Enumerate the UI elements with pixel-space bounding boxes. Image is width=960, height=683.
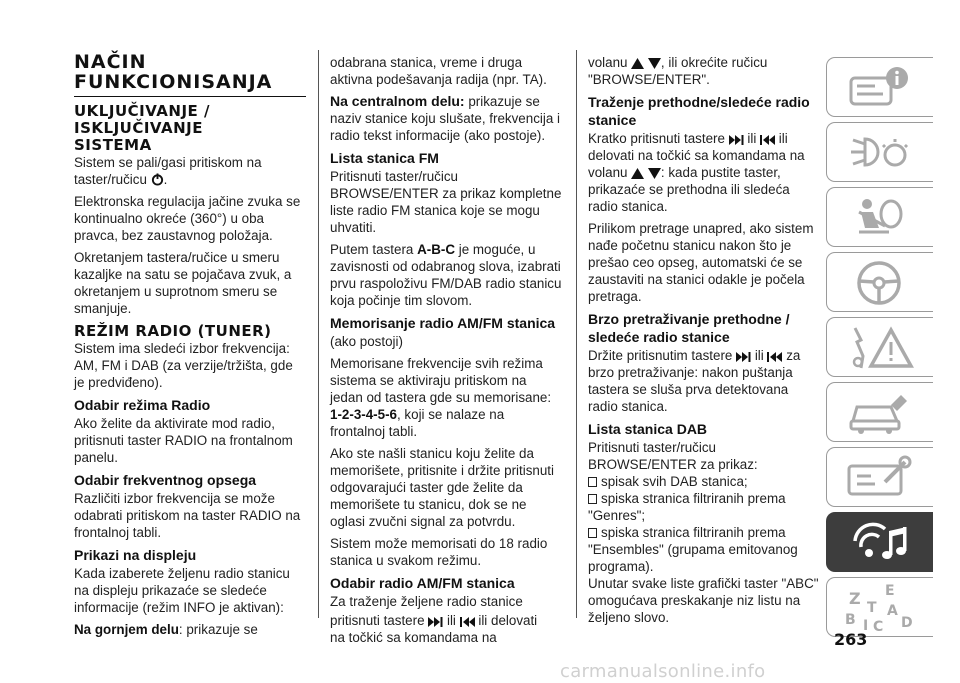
index-letter: C	[873, 619, 884, 632]
paragraph: Ako ste našli stanicu koju želite da memorišete, pritisnite i držite pritisnuti odgovarajući taster gde želite da memorišete tu stanicu, dok se ne oglasi zvučni signal za potvrdu.	[330, 446, 554, 529]
paragraph: Sistem se pali/gasi pritiskom na taster/ručicu .	[74, 155, 262, 187]
tab-driving[interactable]	[826, 252, 933, 312]
paragraph: Pritisnuti taster/ručicu BROWSE/ENTER za prikaz:	[588, 440, 758, 472]
title-rule	[74, 96, 306, 97]
paragraph: pritisnuti tastere ili ili delovati	[330, 613, 538, 628]
next-track-icon	[736, 352, 751, 362]
tab-multimedia[interactable]	[826, 512, 933, 572]
heading-fm-list: Lista stanica FM	[330, 150, 439, 166]
column-3	[588, 50, 820, 631]
arrow-up-icon	[631, 58, 644, 69]
list-item: spiska stranica filtriranih prema "Ensembles" (grupama emitovanog programa).	[588, 524, 820, 575]
wrench-car-icon	[845, 452, 915, 502]
chapter-tabs	[826, 57, 936, 642]
paragraph: brzo pretraživanje: nakon puštanja tastera se sluša prva detektovana radio stanica.	[588, 365, 793, 414]
paragraph: Memorisane frekvencije svih režima sistema se aktiviraju pritiskom na jedan od tastera gde su memorisane: 1-2-3-4-5-6, koji se nalaze na frontalnoj tabli.	[330, 356, 552, 439]
tab-safety[interactable]	[826, 187, 933, 247]
lights-icon	[845, 127, 915, 177]
index-letter: E	[885, 583, 895, 599]
column-2	[330, 50, 562, 651]
paragraph: Elektronska regulacija jačine zvuka se kontinualno okreće (360°) u oba pravca, bez zaustavnog položaja.	[74, 194, 301, 243]
car-service-icon	[845, 387, 915, 437]
subtitle-power-line2: ISKLJUČIVANJE	[74, 119, 203, 137]
subtitle-power-line3: SISTEMA	[74, 136, 152, 154]
arrow-down-icon	[648, 58, 661, 69]
page-number: 263	[834, 630, 868, 649]
paragraph-note: (ako postoji)	[330, 334, 403, 349]
paragraph: odabrana stanica, vreme i druga aktivna podešavanja radija (npr. TA).	[330, 55, 547, 87]
tab-lights[interactable]	[826, 122, 933, 182]
paragraph: volanu , ili okrećite ručicu	[588, 55, 768, 70]
previous-track-icon	[460, 617, 475, 627]
subtitle-power: UKLJUČIVANJE /	[74, 102, 210, 120]
paragraph: volanu : kada pustite taster, prikazaće se prethodna ili sledeća radio stanica.	[588, 165, 790, 214]
paragraph: Kratko pritisnuti tastere ili ili	[588, 131, 788, 146]
list-item: spiska stranica filtriranih prema "Genres";	[588, 490, 820, 524]
index-letter: A	[887, 603, 898, 619]
index-letter: D	[901, 615, 913, 631]
index-letter: Z	[849, 589, 861, 608]
previous-track-icon	[767, 352, 782, 362]
paragraph: Držite pritisnutim tastere ili za	[588, 348, 801, 363]
heading-seek-line2: stanice	[588, 112, 637, 128]
paragraph: na točkić sa komandama na	[330, 630, 497, 645]
tab-maintenance[interactable]	[826, 447, 933, 507]
index-letter: B	[845, 612, 856, 628]
paragraph: Putem tastera A-B-C je moguće, u zavisnosti od odabranog slova, izabrati prvu raspoloživu FM/DAB radio stanicu koja počinje tim slovom.	[330, 242, 562, 308]
next-track-icon	[428, 617, 443, 627]
paragraph: delovati na točkić sa komandama na	[588, 148, 805, 163]
heading-radio-mode: Odabir režima Radio	[74, 397, 211, 413]
paragraph: Prilikom pretrage unapred, ako sistem nađe početnu stanicu nakon što je prešao ceo opseg, automatski će se zaustaviti na stanici odakle je počela pretraga.	[588, 221, 814, 304]
heading-display: Prikazi na displeju	[74, 547, 197, 563]
column-divider	[576, 50, 577, 618]
section-title-line2: FUNKCIONISANJA	[74, 71, 273, 93]
paragraph: Na gornjem delu: prikazuje se	[74, 622, 258, 637]
tab-emergency[interactable]	[826, 382, 933, 442]
paragraph: Različiti izbor frekvencija se može odabrati pritiskom na taster RADIO na frontalnoj tabli.	[74, 491, 301, 540]
arrow-down-icon	[648, 168, 661, 179]
paragraph: Na centralnom delu: prikazuje se naziv stanice koju slušate, frekvencija i radio tekst informacije (ako postoje).	[330, 93, 560, 143]
steering-wheel-icon	[845, 257, 915, 307]
heading-fast-seek: Brzo pretraživanje prethodne /	[588, 311, 790, 327]
index-letter: I	[863, 618, 869, 632]
watermark: carmanualsonline.info	[560, 661, 766, 682]
alphabet-index-icon	[845, 582, 915, 632]
paragraph: Okretanjem tastera/ručice u smeru kazaljke na satu se pojačava zvuk, a okretanjem u suprotnom smeru se smanjuje.	[74, 250, 292, 316]
paragraph: Unutar svake liste grafički taster "ABC" omogućava preskakanje niz listu na željeno slovo.	[588, 576, 819, 625]
next-track-icon	[729, 135, 744, 145]
paragraph: Ako želite da aktivirate mod radio, pritisnuti taster RADIO na frontalnom panelu.	[74, 416, 293, 465]
warning-triangle-icon	[845, 322, 915, 372]
paragraph: Sistem može memorisati do 18 radio stanica u svakom režimu.	[330, 536, 548, 568]
paragraph: Za traženje željene radio stanice	[330, 594, 523, 609]
paragraph: Kada izaberete željenu radio stanicu na displeju prikazaće se sledeće informacije (režim INFO je aktivan):	[74, 566, 290, 615]
heading-memorize: Memorisanje radio AM/FM stanica	[330, 315, 556, 331]
heading-seek: Traženje prethodne/sledeće radio	[588, 94, 810, 110]
paragraph: "BROWSE/ENTER".	[588, 72, 710, 87]
heading-fast-seek-line2: sledeće radio stanice	[588, 329, 730, 345]
paragraph: Sistem ima sledeći izbor frekvencija: AM, FM i DAB (za verzije/tržišta, gde je predviđeno).	[74, 341, 293, 390]
list-item: spisak svih DAB stanica;	[588, 473, 820, 490]
heading-select-station: Odabir radio AM/FM stanica	[330, 575, 515, 591]
heading-band: Odabir frekventnog opsega	[74, 472, 257, 488]
airbag-icon	[845, 192, 915, 242]
column-1	[74, 50, 306, 643]
subtitle-radio-mode: REŽIM RADIO (TUNER)	[74, 322, 272, 340]
arrow-up-icon	[631, 168, 644, 179]
index-letter: T	[867, 600, 877, 616]
section-title: NAČIN	[74, 51, 147, 73]
tab-index[interactable]	[826, 577, 933, 637]
tab-dashboard[interactable]	[826, 57, 933, 117]
tab-warnings[interactable]	[826, 317, 933, 377]
heading-dab-list: Lista stanica DAB	[588, 421, 708, 437]
multimedia-icon	[845, 517, 915, 567]
column-divider	[318, 50, 319, 618]
previous-track-icon	[760, 135, 775, 145]
power-knob-icon	[151, 173, 164, 186]
paragraph: Pritisnuti taster/ručicu BROWSE/ENTER za prikaz kompletne liste radio FM stanica koje se mogu uhvatiti.	[330, 169, 562, 235]
dashboard-info-icon	[845, 62, 915, 112]
